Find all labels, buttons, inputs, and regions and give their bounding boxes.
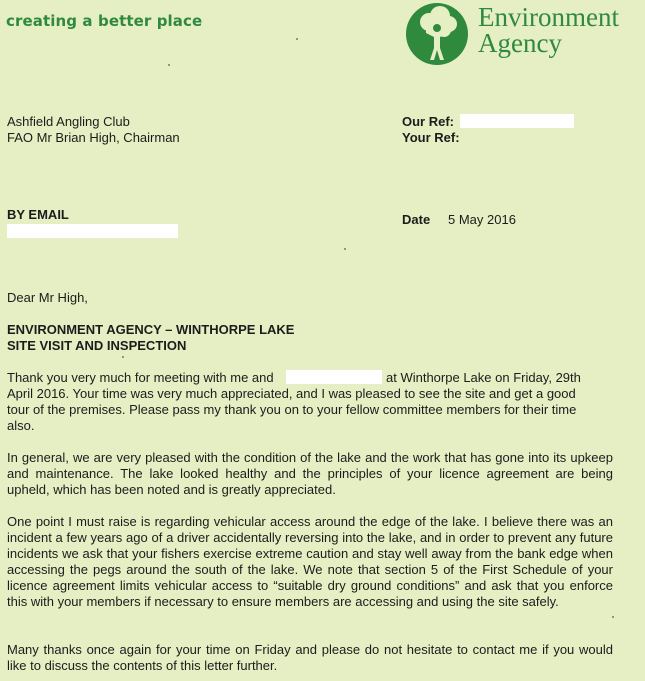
scan-speckle <box>122 356 124 358</box>
recipient-line-1: Ashfield Angling Club <box>7 114 130 129</box>
paragraph-3: One point I must raise is regarding vehicular access around the edge of the lake. I believe there was an incident a few years ago of a driver accidentally reversing into the lake, and in order to prevent any future incidents we ask that your fishers exercise extreme caution and stay well away from the bank edge when accessing the pegs around the south of the lake. We note that section 5 of the First Schedule of your licence agreement limits vehicular access to “suitable dry ground conditions” and ask that you enforce this with your members if necessary to ensure members are accessing and using the site safely. <box>7 514 613 609</box>
date-value: 5 May 2016 <box>448 212 516 227</box>
environment-agency-logo <box>404 2 644 66</box>
recipient-line-2: FAO Mr Brian High, Chairman <box>7 130 180 145</box>
paragraph-4: Many thanks once again for your time on Friday and please do not hesitate to contact me if you would like to discuss the contents of this letter further. <box>7 642 613 673</box>
salutation: Dear Mr High, <box>7 290 88 305</box>
logo-line-agency: Agency <box>478 28 562 58</box>
paragraph-2: In general, we are very pleased with the condition of the lake and the work that has gone into its upkeep and maintenance. The lake looked healthy and the principles of your licence agreement are being upheld, which has been noted and is greatly appreciated. <box>7 450 613 497</box>
your-ref-label: Your Ref: <box>402 130 460 145</box>
redacted-email-address <box>7 224 178 238</box>
paragraph-1-line-3: tour of the premises. Please pass my thank you on to your fellow committee members for their time <box>7 402 577 417</box>
subject-line-1: ENVIRONMENT AGENCY – WINTHORPE LAKE <box>7 322 295 337</box>
paragraph-1-line-1-start: Thank you very much for meeting with me and <box>7 370 274 385</box>
redacted-our-ref <box>460 114 574 128</box>
redacted-name <box>286 370 382 384</box>
logo-wordmark <box>478 4 619 56</box>
tagline: creating a better place <box>6 12 203 30</box>
scan-speckle <box>344 248 346 250</box>
our-ref-label: Our Ref: <box>402 114 454 129</box>
paragraph-1-line-1-end: at Winthorpe Lake on Friday, 29th <box>386 370 581 385</box>
tree-person-logo-icon <box>404 2 470 66</box>
date-label: Date <box>402 212 431 227</box>
subject-line-2: SITE VISIT AND INSPECTION <box>7 338 187 353</box>
logo-line-environment: Environment <box>478 2 619 32</box>
by-email-label: BY EMAIL <box>7 207 69 222</box>
scan-speckle <box>612 616 614 618</box>
paragraph-1-line-4: also. <box>7 418 35 433</box>
scan-speckle <box>296 38 298 40</box>
scan-speckle <box>168 64 170 66</box>
paragraph-1-line-2: April 2016. Your time was very much appreciated, and I was pleased to see the site and get a good <box>7 386 576 401</box>
